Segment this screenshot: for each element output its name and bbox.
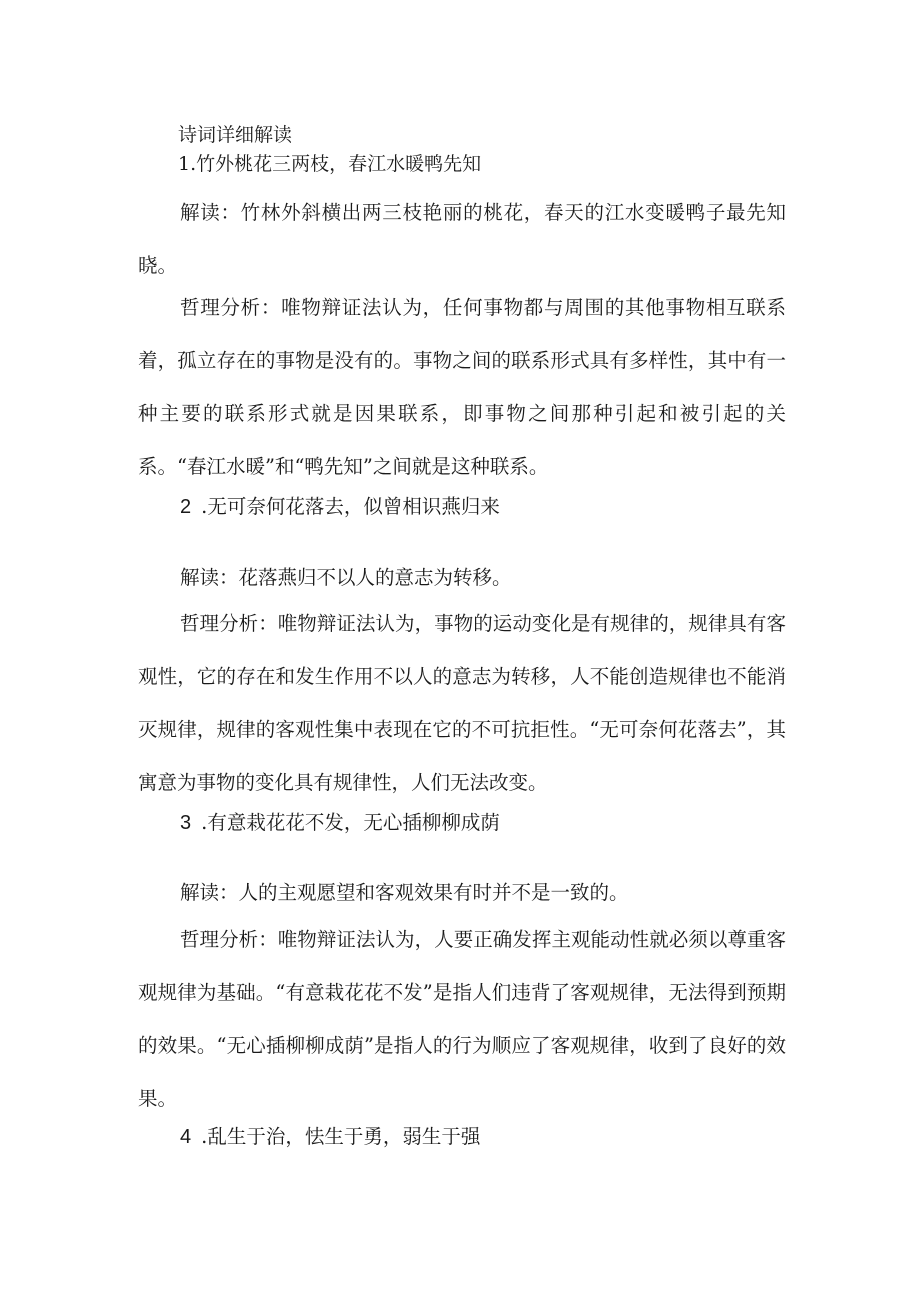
section-3-verse: .有意栽花花不发，无心插柳柳成荫 <box>201 811 500 834</box>
section-1-verse: 竹外桃花三两枝，春江水暖鸭先知 <box>196 153 482 175</box>
section-2-verse: .无可奈何花落去，似曾相识燕归来 <box>201 495 500 518</box>
section-2-number: 2 <box>180 496 192 518</box>
section-2-analysis: 哲理分析：唯物辩证法认为，事物的运动变化是有规律的，规律具有客观性，它的存在和发生作用不以人的意志为转移，人不能创造规律也不能消灭规律，规律的客观性集中表现在它的不可抗拒性。“无可奈何花落去”，其寓意为事物的变化具有规律性，人们无法改变。 <box>138 612 786 794</box>
section-3-number: 3 <box>180 812 192 834</box>
section-1-reading: 解读：竹林外斜横出两三枝艳丽的桃花，春天的江水变暖鸭子最先知晓。 <box>138 201 786 277</box>
section-1-analysis: 哲理分析：唯物辩证法认为，任何事物都与周围的其他事物相互联系着，孤立存在的事物是没有的。事物之间的联系形式具有多样性，其中有一种主要的联系形式就是因果联系，即事物之间那种引起和被引起的关系。“春江水暖”和“鸭先知”之间就是这种联系。 <box>138 296 786 478</box>
section-4-number: 4 <box>180 1126 192 1148</box>
section-3-reading: 解读：人的主观愿望和客观效果有时并不是一致的。 <box>180 881 629 904</box>
document-title: 诗词详细解读 <box>178 124 293 146</box>
section-2-reading: 解读：花落燕归不以人的意志为转移。 <box>180 566 512 589</box>
section-3-analysis: 哲理分析：唯物辩证法认为，人要正确发挥主观能动性就必须以尊重客观规律为基础。“有意栽花花不发”是指人们违背了客观规律，无法得到预期的效果。“无心插柳柳成荫”是指人的行为顺应了客观规律，收到了良好的效果。 <box>138 928 786 1110</box>
section-4-heading <box>180 1124 480 1150</box>
section-1-number: 1. <box>178 153 197 175</box>
section-2-heading <box>180 494 500 520</box>
section-4-verse: .乱生于治，怯生于勇，弱生于强 <box>201 1125 481 1148</box>
section-3-heading <box>180 810 500 836</box>
section-1-heading <box>178 151 481 177</box>
